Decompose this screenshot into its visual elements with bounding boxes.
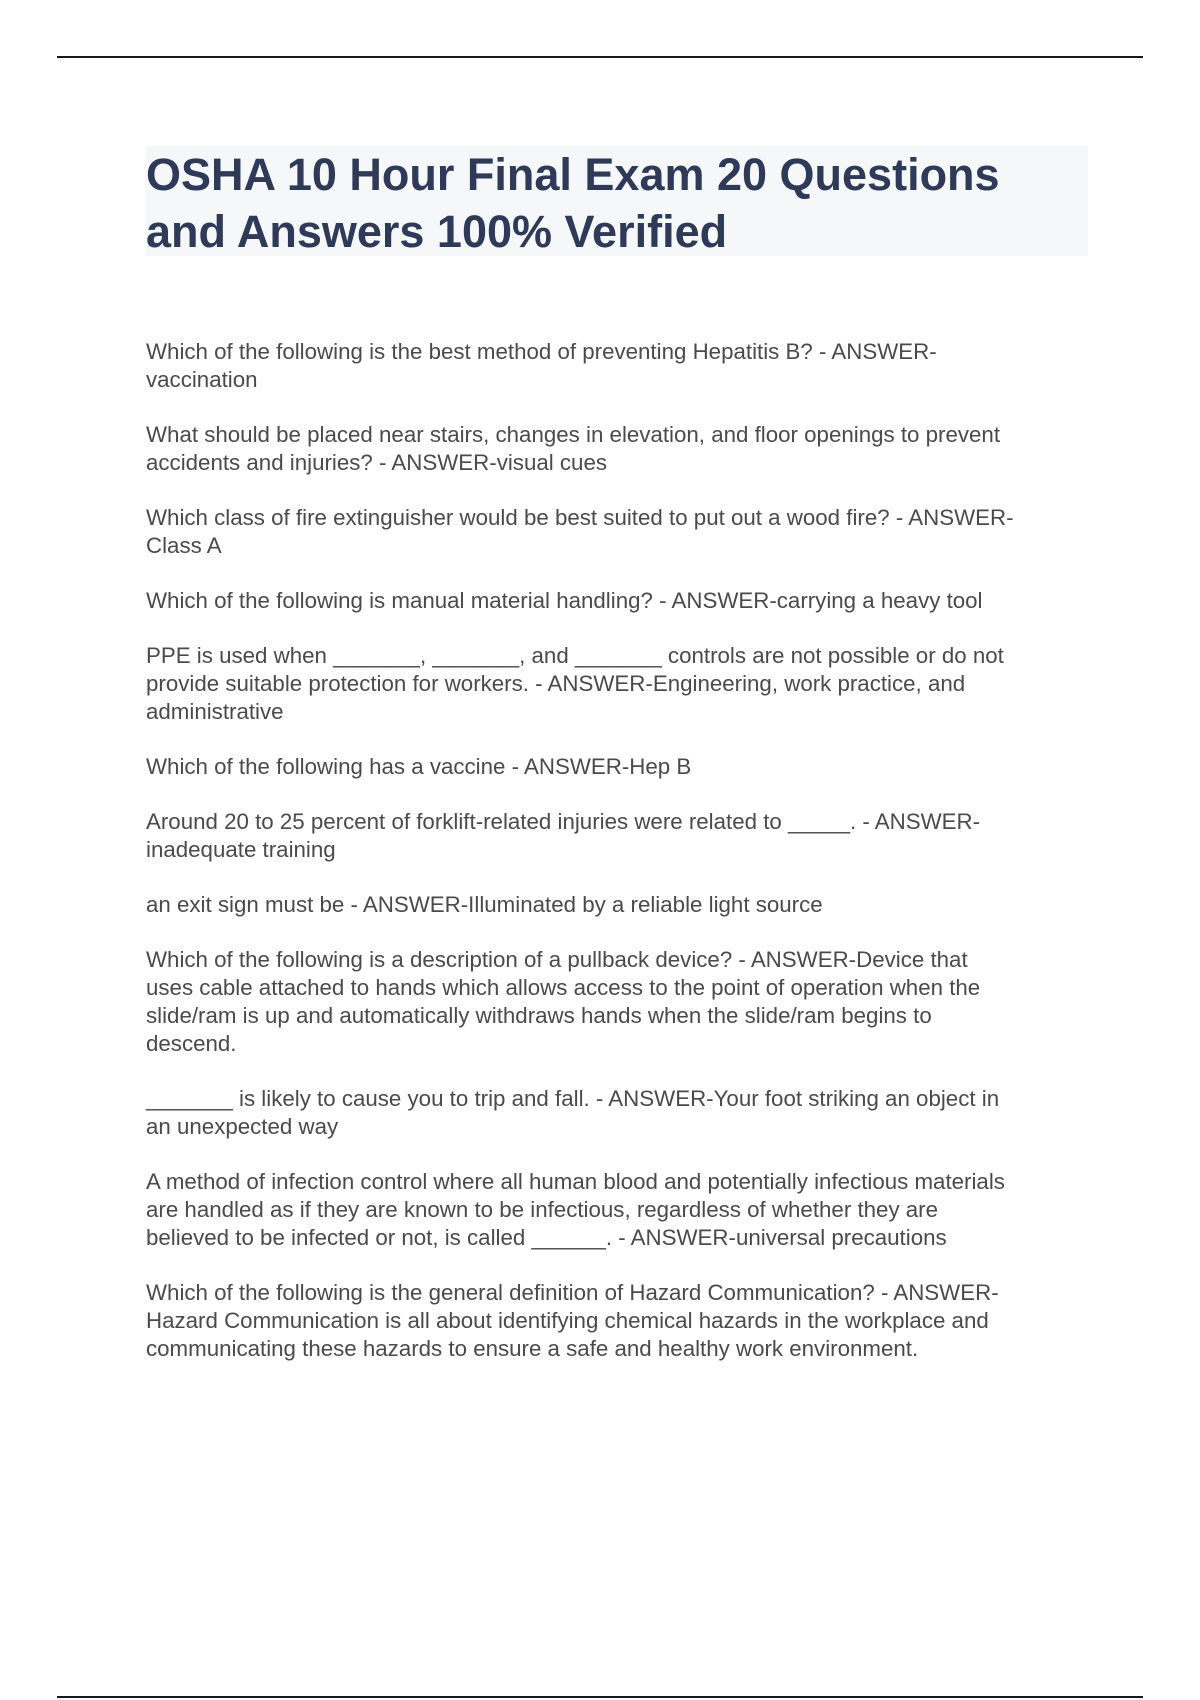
top-divider [57,56,1143,58]
qa-item: _______ is likely to cause you to trip and fall. - ANSWER-Your foot striking an object in an unexpected way [146,1086,1000,1139]
qa-item: PPE is used when _______, _______, and _______ controls are not possible or do not provide suitable protection for workers. - ANSWER-Engineering, work practice, and administrative [146,643,1004,724]
qa-item: A method of infection control where all human blood and potentially infectious materials are handled as if they are known to be infectious, regardless of whether they are believed to be infected or not, is called ______. - ANSWER-universal precautions [146,1169,1005,1250]
qa-item: What should be placed near stairs, changes in elevation, and floor openings to prevent accidents and injuries? - ANSWER-visual cues [146,422,1001,475]
title-block [146,146,1088,256]
qa-item: Which class of fire extinguisher would be best suited to put out a wood fire? - ANSWER- Class A [146,505,1014,558]
qa-item: Which of the following has a vaccine - ANSWER-Hep B [146,754,692,779]
bottom-divider [57,1696,1143,1698]
qa-item: Which of the following is the best method of preventing Hepatitis B? - ANSWER- vaccination [146,339,937,392]
qa-item: Which of the following is manual material handling? - ANSWER-carrying a heavy tool [146,588,983,613]
document-title: OSHA 10 Hour Final Exam 20 Questions and Answers 100% Verified [146,149,1000,257]
qa-item: Which of the following is a description of a pullback device? - ANSWER-Device that uses cable attached to hands which allows access to the point of operation when the slide/ram is up and automatically withdraws hands when the slide/ram begins to descend. [146,947,981,1056]
qa-list [146,338,1096,1390]
qa-item: Which of the following is the general definition of Hazard Communication? - ANSWER- Hazard Communication is all about identifying chemical hazards in the workplace and communicating these hazards to ensure a safe and healthy work environment. [146,1280,999,1361]
qa-item: an exit sign must be - ANSWER-Illuminated by a reliable light source [146,892,823,917]
qa-item: Around 20 to 25 percent of forklift-related injuries were related to _____. - ANSWER- inadequate training [146,809,981,862]
